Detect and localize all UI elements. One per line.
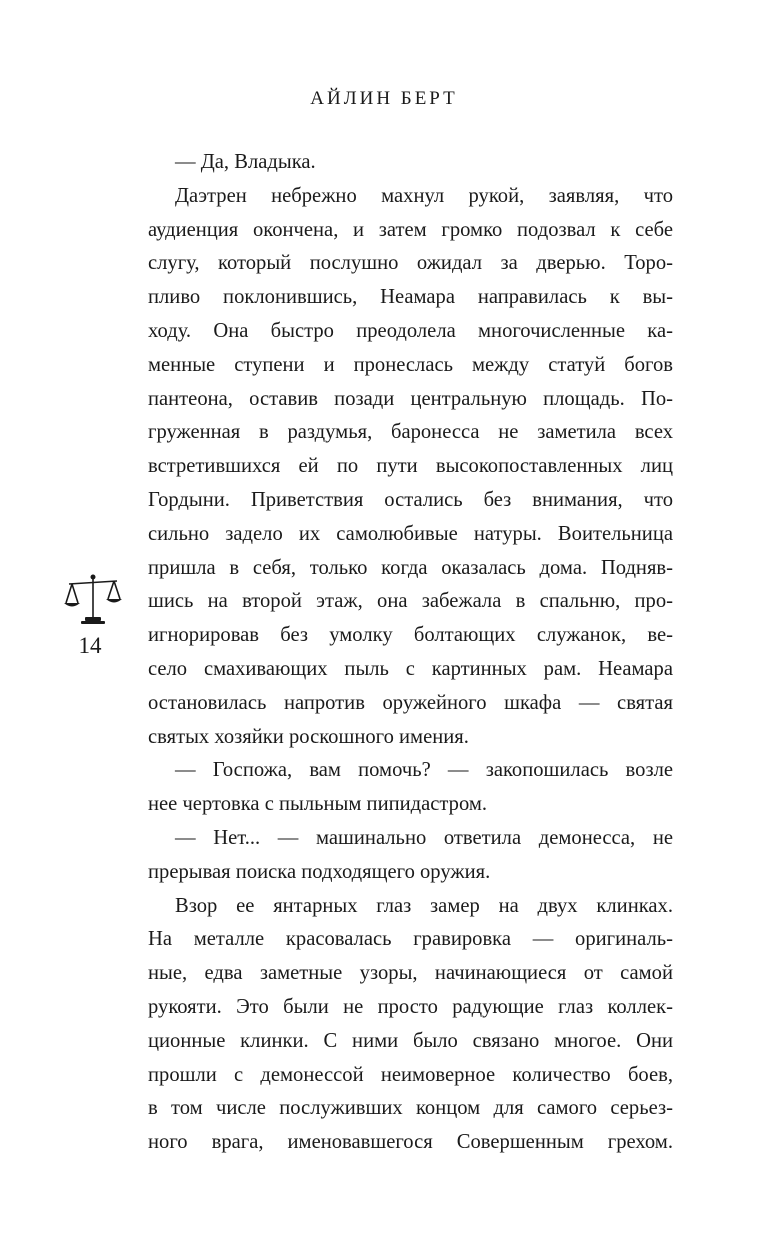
text-line: прошли с демонессой неимоверное количество боев,: [148, 1063, 673, 1086]
text-line: Даэтрен небрежно махнул рукой, заявляя, что: [175, 184, 673, 207]
paragraph: [148, 754, 673, 822]
text-line: село смахивающих пыль с картинных рам. Неамара: [148, 657, 673, 680]
text-line: пливо поклонившись, Неамара направилась к вы-: [148, 286, 673, 309]
text-line: рукояти. Это были не просто радующие глаз коллек-: [148, 995, 673, 1018]
text-line: аудиенция окончена, и затем громко подозвал к себе: [148, 218, 673, 241]
text-line: святых хозяйки роскошного имения.: [148, 725, 469, 748]
text-line: груженная в раздумья, баронесса не заметила всех: [148, 421, 673, 444]
text-line: ционные клинки. С ними было связано многое. Они: [148, 1029, 673, 1052]
text-line: — Госпожа, вам помочь? — закопошилась возле: [175, 759, 673, 782]
text-line: в том числе послуживших концом для самого серьез-: [148, 1097, 673, 1120]
text-line: ходу. Она быстро преодолела многочисленные ка-: [148, 319, 673, 342]
text-line: пришла в себя, только когда оказалась дома. Подняв-: [148, 556, 673, 579]
text-line: ного врага, именовавшегося Совершенным грехом.: [148, 1131, 673, 1154]
page-number: 14: [78, 633, 102, 658]
text-line: остановилась напротив оружейного шкафа — святая: [148, 691, 673, 714]
text-line: встретившихся ей по пути высокопоставленных лиц: [148, 455, 673, 478]
text-line: менные ступени и пронеслась между статуй богов: [148, 353, 673, 376]
text-line: пантеона, оставив позади центральную площадь. По-: [148, 387, 673, 410]
text-line: — Нет... — машинально ответила демонесса, не: [175, 826, 673, 849]
text-line: Взор ее янтарных глаз замер на двух клинках.: [175, 894, 673, 917]
paragraph: [148, 822, 673, 890]
text-line: сильно задело их самолюбивые натуры. Воительница: [148, 522, 673, 545]
text-line: На металле красовалась гравировка — оригиналь-: [148, 928, 673, 951]
text-line: Гордыни. Приветствия остались без внимания, что: [148, 488, 673, 511]
text-line: шись на второй этаж, она забежала в спальню, про-: [148, 590, 673, 613]
text-line: игнорировав без умолку болтающих служанок, ве-: [148, 624, 673, 647]
text-line: прерывая поиска подходящего оружия.: [148, 860, 491, 883]
text-line: слугу, который послушно ожидал за дверью. Торо-: [148, 252, 673, 275]
scales-icon: [63, 573, 123, 625]
text-line: ные, едва заметные узоры, начинающиеся от самой: [148, 962, 673, 985]
paragraph: [148, 890, 673, 1160]
running-head: АЙЛИН БЕРТ: [310, 88, 458, 109]
paragraph: [148, 180, 673, 755]
text-line: нее чертовка с пыльным пипидастром.: [148, 793, 488, 816]
paragraph: [148, 146, 673, 180]
text-line: — Да, Владыка.: [175, 151, 316, 173]
body-text: [148, 146, 673, 1160]
